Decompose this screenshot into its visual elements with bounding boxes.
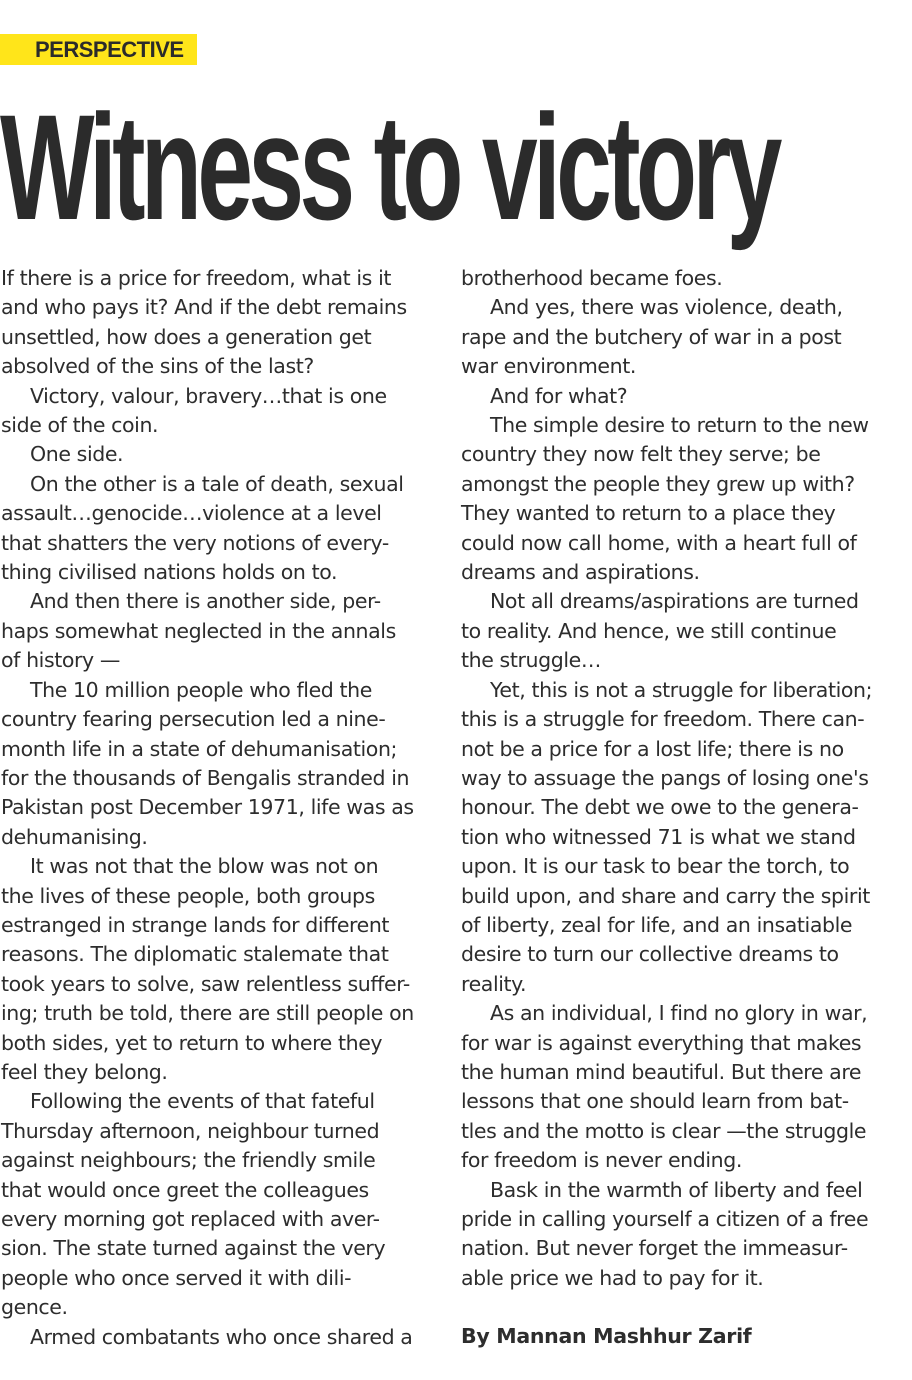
- text-line: gence.: [1, 1295, 68, 1320]
- article-column-left: [1, 264, 431, 1352]
- text-line: ing; truth be told, there are still people on: [1, 1001, 414, 1026]
- text-line: could now call home, with a heart full of: [461, 530, 857, 555]
- text-line: On the other is a tale of death, sexual: [30, 471, 404, 496]
- text-line: every morning got replaced with aver-: [1, 1207, 380, 1231]
- text-line: The simple desire to return to the new: [490, 413, 869, 438]
- text-line: rape and the butchery of war in a post: [461, 324, 842, 349]
- text-line: of liberty, zeal for life, and an insatiable: [461, 912, 853, 937]
- text-line: Pakistan post December 1971, life was as: [1, 795, 414, 820]
- text-line: And then there is another side, per-: [30, 589, 381, 614]
- text-line: not be a price for a lost life; there is no: [461, 736, 844, 761]
- text-line: tion who witnessed 71 is what we stand: [461, 824, 856, 849]
- text-line: that would once greet the colleagues: [1, 1177, 369, 1202]
- text-line: country they now felt they serve; be: [461, 442, 821, 467]
- text-line: way to assuage the pangs of losing one's: [461, 765, 869, 790]
- text-line: dehumanising.: [1, 824, 148, 849]
- text-line: build upon, and share and carry the spirit: [461, 883, 870, 908]
- text-line: honour. The debt we owe to the genera-: [461, 795, 859, 820]
- text-line: upon. It is our task to bear the torch, to: [461, 854, 850, 879]
- text-line: estranged in strange lands for different: [1, 912, 390, 937]
- text-line: month life in a state of dehumanisation;: [1, 736, 398, 761]
- text-line: As an individual, I find no glory in war,: [490, 1001, 868, 1026]
- text-line: Yet, this is not a struggle for liberation;: [490, 677, 873, 702]
- text-line: And yes, there was violence, death,: [490, 295, 843, 320]
- text-line: country fearing persecution led a nine-: [1, 707, 386, 732]
- article-column-right: [461, 264, 891, 1293]
- text-line: for war is against everything that makes: [461, 1030, 862, 1055]
- text-line: It was not that the blow was not on: [30, 854, 379, 879]
- text-line: Not all dreams/aspirations are turned: [490, 589, 859, 614]
- text-line: absolved of the sins of the last?: [1, 354, 314, 379]
- text-line: the lives of these people, both groups: [1, 883, 375, 908]
- text-line: both sides, yet to return to where they: [1, 1030, 383, 1055]
- text-line: tles and the motto is clear —the struggle: [461, 1118, 867, 1143]
- text-line: Thursday afternoon, neighbour turned: [1, 1118, 380, 1143]
- text-line: reality.: [461, 971, 527, 996]
- text-line: side of the coin.: [1, 413, 159, 438]
- text-line: people who once served it with dili-: [1, 1265, 352, 1290]
- section-label: PERSPECTIVE: [0, 34, 197, 65]
- text-line: nation. But never forget the immeasur-: [461, 1236, 848, 1261]
- text-line: If there is a price for freedom, what is it: [1, 266, 392, 290]
- text-line: dreams and aspirations.: [461, 560, 700, 585]
- text-line: haps somewhat neglected in the annals: [1, 618, 396, 643]
- text-line: They wanted to return to a place they: [461, 501, 836, 526]
- text-line: brotherhood became foes.: [461, 266, 723, 290]
- text-line: war environment.: [461, 354, 636, 379]
- text-line: Following the events of that fateful: [30, 1089, 375, 1114]
- byline: By Mannan Mashhur Zarif: [461, 1324, 752, 1348]
- text-line: Victory, valour, bravery…that is one: [30, 383, 387, 408]
- text-line: Armed combatants who once shared a: [30, 1324, 413, 1349]
- text-line: for the thousands of Bengalis stranded in: [1, 765, 410, 790]
- text-line: One side.: [30, 442, 124, 467]
- text-line: this is a struggle for freedom. There can-: [461, 707, 865, 732]
- text-line: thing civilised nations holds on to.: [1, 560, 338, 585]
- text-line: pride in calling yourself a citizen of a free: [461, 1207, 869, 1231]
- text-line: The 10 million people who fled the: [30, 677, 372, 702]
- text-line: reasons. The diplomatic stalemate that: [1, 942, 389, 967]
- text-line: feel they belong.: [1, 1059, 168, 1084]
- text-line: for freedom is never ending.: [461, 1148, 742, 1173]
- text-line: and who pays it? And if the debt remains: [1, 295, 407, 320]
- text-line: amongst the people they grew up with?: [461, 471, 855, 496]
- text-line: desire to turn our collective dreams to: [461, 942, 839, 967]
- text-line: to reality. And hence, we still continue: [461, 618, 837, 643]
- headline: Witness to victory: [0, 83, 778, 251]
- text-line: the human mind beautiful. But there are: [461, 1059, 862, 1084]
- text-line: And for what?: [490, 383, 628, 408]
- text-line: of history —: [1, 648, 121, 673]
- text-line: against neighbours; the friendly smile: [1, 1148, 376, 1173]
- text-line: that shatters the very notions of every-: [1, 530, 389, 555]
- text-line: sion. The state turned against the very: [1, 1236, 386, 1261]
- text-line: unsettled, how does a generation get: [1, 324, 372, 349]
- text-line: able price we had to pay for it.: [461, 1265, 764, 1290]
- text-line: assault…genocide…violence at a level: [1, 501, 382, 526]
- text-line: Bask in the warmth of liberty and feel: [490, 1177, 863, 1202]
- text-line: took years to solve, saw relentless suffer-: [1, 971, 410, 996]
- text-line: lessons that one should learn from bat-: [461, 1089, 849, 1114]
- text-line: the struggle…: [461, 648, 601, 673]
